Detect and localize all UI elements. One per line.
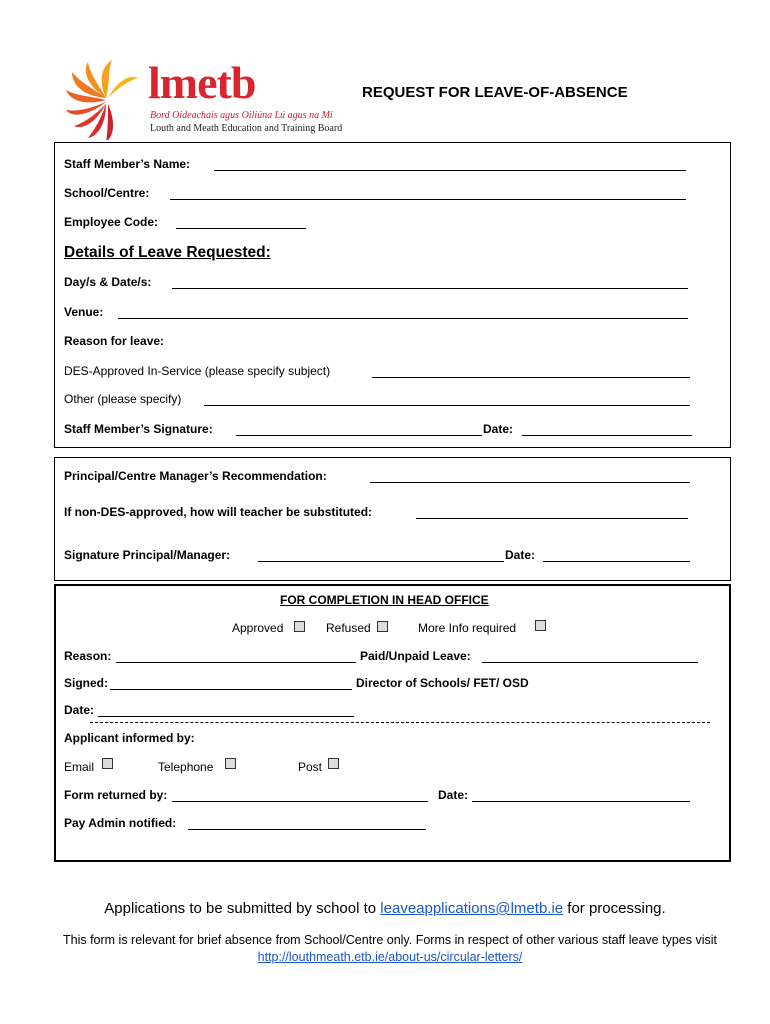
staff-signature-label: Staff Member’s Signature: [64,422,213,436]
staff-name-label: Staff Member’s Name: [64,157,191,171]
reason-label: Reason for leave: [64,334,165,348]
paid-unpaid-field[interactable] [482,662,698,663]
substituted-field[interactable] [416,518,688,519]
venue-field[interactable] [118,318,688,319]
pay-admin-field[interactable] [188,829,426,830]
director-label: Director of Schools/ FET/ OSD [356,676,529,690]
signed-label: Signed: [64,676,108,690]
principal-signature-label: Signature Principal/Manager: [64,548,231,562]
page-title: REQUEST FOR LEAVE-OF-ABSENCE [362,84,628,101]
staff-name-field[interactable] [214,170,686,171]
des-approved-field[interactable] [372,377,690,378]
section-divider [90,722,710,723]
other-label: Other (please specify) [64,392,182,406]
logo-english-name: Louth and Meath Education and Training Board [150,123,343,134]
des-approved-label: DES-Approved In-Service (please specify subject) [64,364,331,378]
telephone-label: Telephone [158,760,214,774]
days-dates-label: Day/s & Date/s: [64,275,152,289]
principal-date-label: Date: [505,548,536,562]
email-link[interactable]: leaveapplications@lmetb.ie [380,900,564,917]
days-dates-field[interactable] [172,288,688,289]
logo-irish-name: Bord Oideachais agus Oiliúna Lú agus na Mí [150,110,333,121]
signed-field[interactable] [110,689,352,690]
form-returned-label: Form returned by: [64,788,168,802]
more-info-checkbox[interactable] [535,620,546,631]
ho-date-label: Date: [64,703,95,717]
refused-label: Refused [326,621,371,635]
recommendation-label: Principal/Centre Manager’s Recommendation: [64,469,327,483]
circular-letters-link[interactable]: http://louthmeath.etb.ie/about-us/circular-letters/ [257,950,523,964]
approved-checkbox[interactable] [294,621,305,632]
principal-signature-field[interactable] [258,561,504,562]
staff-signature-field[interactable] [236,435,482,436]
email-label: Email [64,760,95,774]
applicant-informed-label: Applicant informed by: [64,731,195,745]
recommendation-field[interactable] [370,482,690,483]
staff-date-field[interactable] [522,435,692,436]
venue-label: Venue: [64,305,104,319]
sunburst-icon [66,60,138,140]
telephone-checkbox[interactable] [225,758,236,769]
submission-note [0,900,770,917]
returned-date-label: Date: [438,788,469,802]
details-heading: Details of Leave Requested: [64,244,271,261]
school-label: School/Centre: [64,186,150,200]
paid-unpaid-label: Paid/Unpaid Leave: [360,649,471,663]
returned-date-field[interactable] [472,801,690,802]
other-field[interactable] [204,405,690,406]
post-label: Post [298,760,323,774]
principal-date-field[interactable] [543,561,690,562]
pay-admin-label: Pay Admin notified: [64,816,177,830]
ho-reason-label: Reason: [64,649,112,663]
more-info-label: More Info required [418,621,517,635]
staff-date-label: Date: [483,422,514,436]
form-returned-field[interactable] [172,801,428,802]
employee-code-label: Employee Code: [64,215,159,229]
submission-text-end: for processing. [567,900,666,917]
logo-wordmark: lmetb [148,57,256,108]
post-checkbox[interactable] [328,758,339,769]
head-office-heading: FOR COMPLETION IN HEAD OFFICE [280,593,489,607]
ho-reason-field[interactable] [116,662,356,663]
school-field[interactable] [170,199,686,200]
employee-code-field[interactable] [176,228,306,229]
refused-checkbox[interactable] [377,621,388,632]
substituted-label: If non-DES-approved, how will teacher be substituted: [64,505,373,519]
relevance-text: This form is relevant for brief absence from School/Centre only. Forms in respect of other various staff leave types visit [63,933,717,947]
relevance-note [60,932,720,966]
ho-date-field[interactable] [98,716,354,717]
submission-text: Applications to be submitted by school to [104,900,377,917]
email-checkbox[interactable] [102,758,113,769]
approved-label: Approved [232,621,284,635]
